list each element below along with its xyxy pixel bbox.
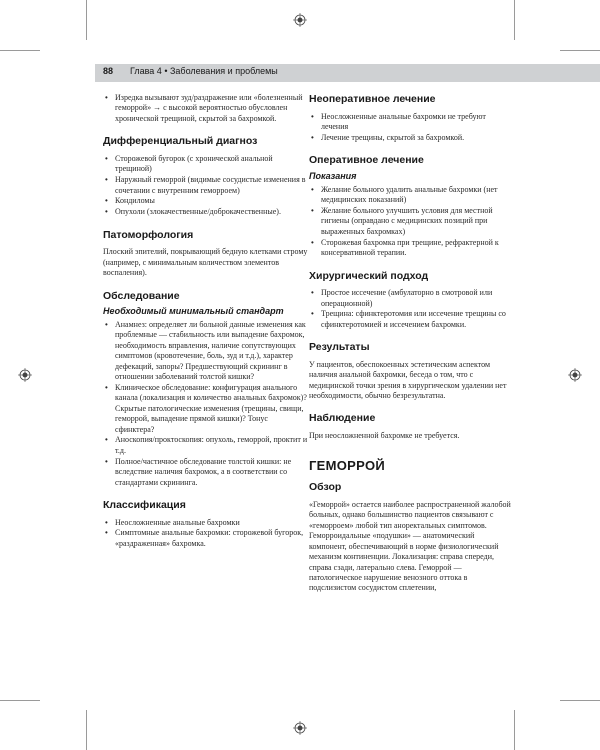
examination-list [103,320,308,488]
classification-list [103,518,308,550]
crop-mark [560,50,600,51]
section-heading: Обзор [309,481,342,494]
nonoperative-list [309,112,514,144]
section-hemorrhoid [309,458,514,593]
list-item: • Трещина: сфинктеротомия или иссечение трещины со сфинктеротомией и иссечением бахромки. [309,309,514,330]
list-item: • Анамнез: определяет ли больной данные изменения как проблемные — стабильность или выпадение бахромок, необходимость вправления, наличие сопутствующих симптомов (кровотечение, боль, зуд и т.д.), характер дефекаций, запоры? Предшествующий скрининг в отношении заболеваний толстой кишки? [103,320,308,382]
surgical-list [309,288,514,330]
differential-list [103,154,308,218]
registration-mark-icon [293,721,307,735]
list-item: • Клиническое обследование: конфигурация анального канала (локализация и количество анальных бахромок)? Скрытые патологические изменения (трещины, свищи, геморрой, выпадение прямой кишки)? Тонус сфинктера? [103,383,308,435]
list-item: • Сторожевой бугорок (с хронической анальной трещиной) [103,154,308,175]
right-column [309,93,514,605]
section-surgical [309,270,514,331]
list-item: • Желание больного улучшить условия для местной гигиены (оправдано с медицинских позиций при выраженных бахромках) [309,206,514,237]
section-classification [103,499,308,549]
list-item: • Полное/частичное обследование толстой кишки: не вследствие наличия бахромок, а в соответствии со стандартами скрининга. [103,457,308,488]
section-heading: Результаты [309,341,370,354]
list-item: • Кондиломы [103,196,308,206]
registration-mark-icon [18,368,32,382]
section-differential [103,135,308,218]
list-item: • Симптомные анальные бахромки: сторожевой бугорок, «раздраженная» бахромка. [103,528,308,549]
left-column [103,93,308,560]
crop-mark [86,710,87,750]
paragraph: У пациентов, обеспокоенных эстетическим аспектом наличия анальной бахромки, беседа о том, что с медицинской точки зрения в хирургическом удалении нет необходимости, обычно безрезультатна. [309,359,507,401]
list-item: • Неосложненные анальные бахромки [103,518,308,528]
crop-mark [514,0,515,40]
section-operative [309,154,514,258]
crop-mark [560,700,600,701]
list-item: • Аноскопия/проктоскопия: опухоль, геморрой, проктит и т.д. [103,435,308,456]
section-heading: Наблюдение [309,412,376,425]
section-heading: Неоперативное лечение [309,93,436,105]
chapter-section-heading: ГЕМОРРОЙ [309,458,386,474]
paragraph: «Геморрой» остается наиболее распространенной жалобой больных, однако большинство пациентов связывают с «геморроем» любой тип аноректальных симптомов. Геморроидальные «подушки» — анатомический компонент, обеспечивающий в норме физиологический механизм континенции. Локализация: справа спереди, справа сзади, латерально слева. Геморрой — патологическое нарушение венозного оттока в подслизистом сосудистом сплетении, [309,500,511,593]
section-subheading: Показания [309,170,357,181]
indications-list [309,185,514,259]
section-heading: Патоморфология [103,228,194,241]
paragraph: Плоский эпителий, покрывающий бедную клетками строму (например, с минимальным количеством элементов воспаления). [103,247,308,278]
crop-mark [86,0,87,40]
paragraph: При неосложненной бахромке не требуется. [309,431,460,441]
crop-mark [514,710,515,750]
section-results [309,341,514,401]
section-pathomorphology [103,229,308,279]
section-observation [309,412,514,441]
section-nonoperative [309,93,514,143]
crop-mark [0,50,40,51]
list-item: • Опухоли (злокачественные/доброкачественные). [103,207,308,217]
section-heading: Хирургический подход [309,269,429,282]
section-heading: Дифференциальный диагноз [103,135,258,148]
section-heading: Классификация [103,498,186,511]
list-item: • Желание больного удалить анальные бахромки (нет медицинских показаний) [309,185,514,206]
list-item: • Сторожевая бахромка при трещине, рефрактерной к консервативной терапии. [309,238,514,259]
section-heading: Обследование [103,289,180,302]
list-item: • Изредка вызывают зуд/раздражение или «болезненный геморрой» → с высокой вероятностью обусловлен хронической трещиной, скрытой за бахромкой. [103,93,308,124]
list-item: • Лечение трещины, скрытой за бахромкой. [309,133,514,143]
section-examination [103,290,308,488]
registration-mark-icon [568,368,582,382]
chapter-title: Глава 4 • Заболевания и проблемы [130,66,278,76]
intro-list [103,93,308,124]
crop-mark [0,700,40,701]
registration-mark-icon [293,13,307,27]
section-subheading: Необходимый минимальный стандарт [103,306,284,317]
list-item: • Неосложненные анальные бахромки не требуют лечения [309,112,514,133]
list-item: • Наружный геморрой (видимые сосудистые изменения в сочетании с внутренним геморроем) [103,175,308,196]
page-number: 88 [103,66,114,76]
list-item: • Простое иссечение (амбулаторно в смотровой или операционной) [309,288,514,309]
section-heading: Оперативное лечение [309,154,424,167]
